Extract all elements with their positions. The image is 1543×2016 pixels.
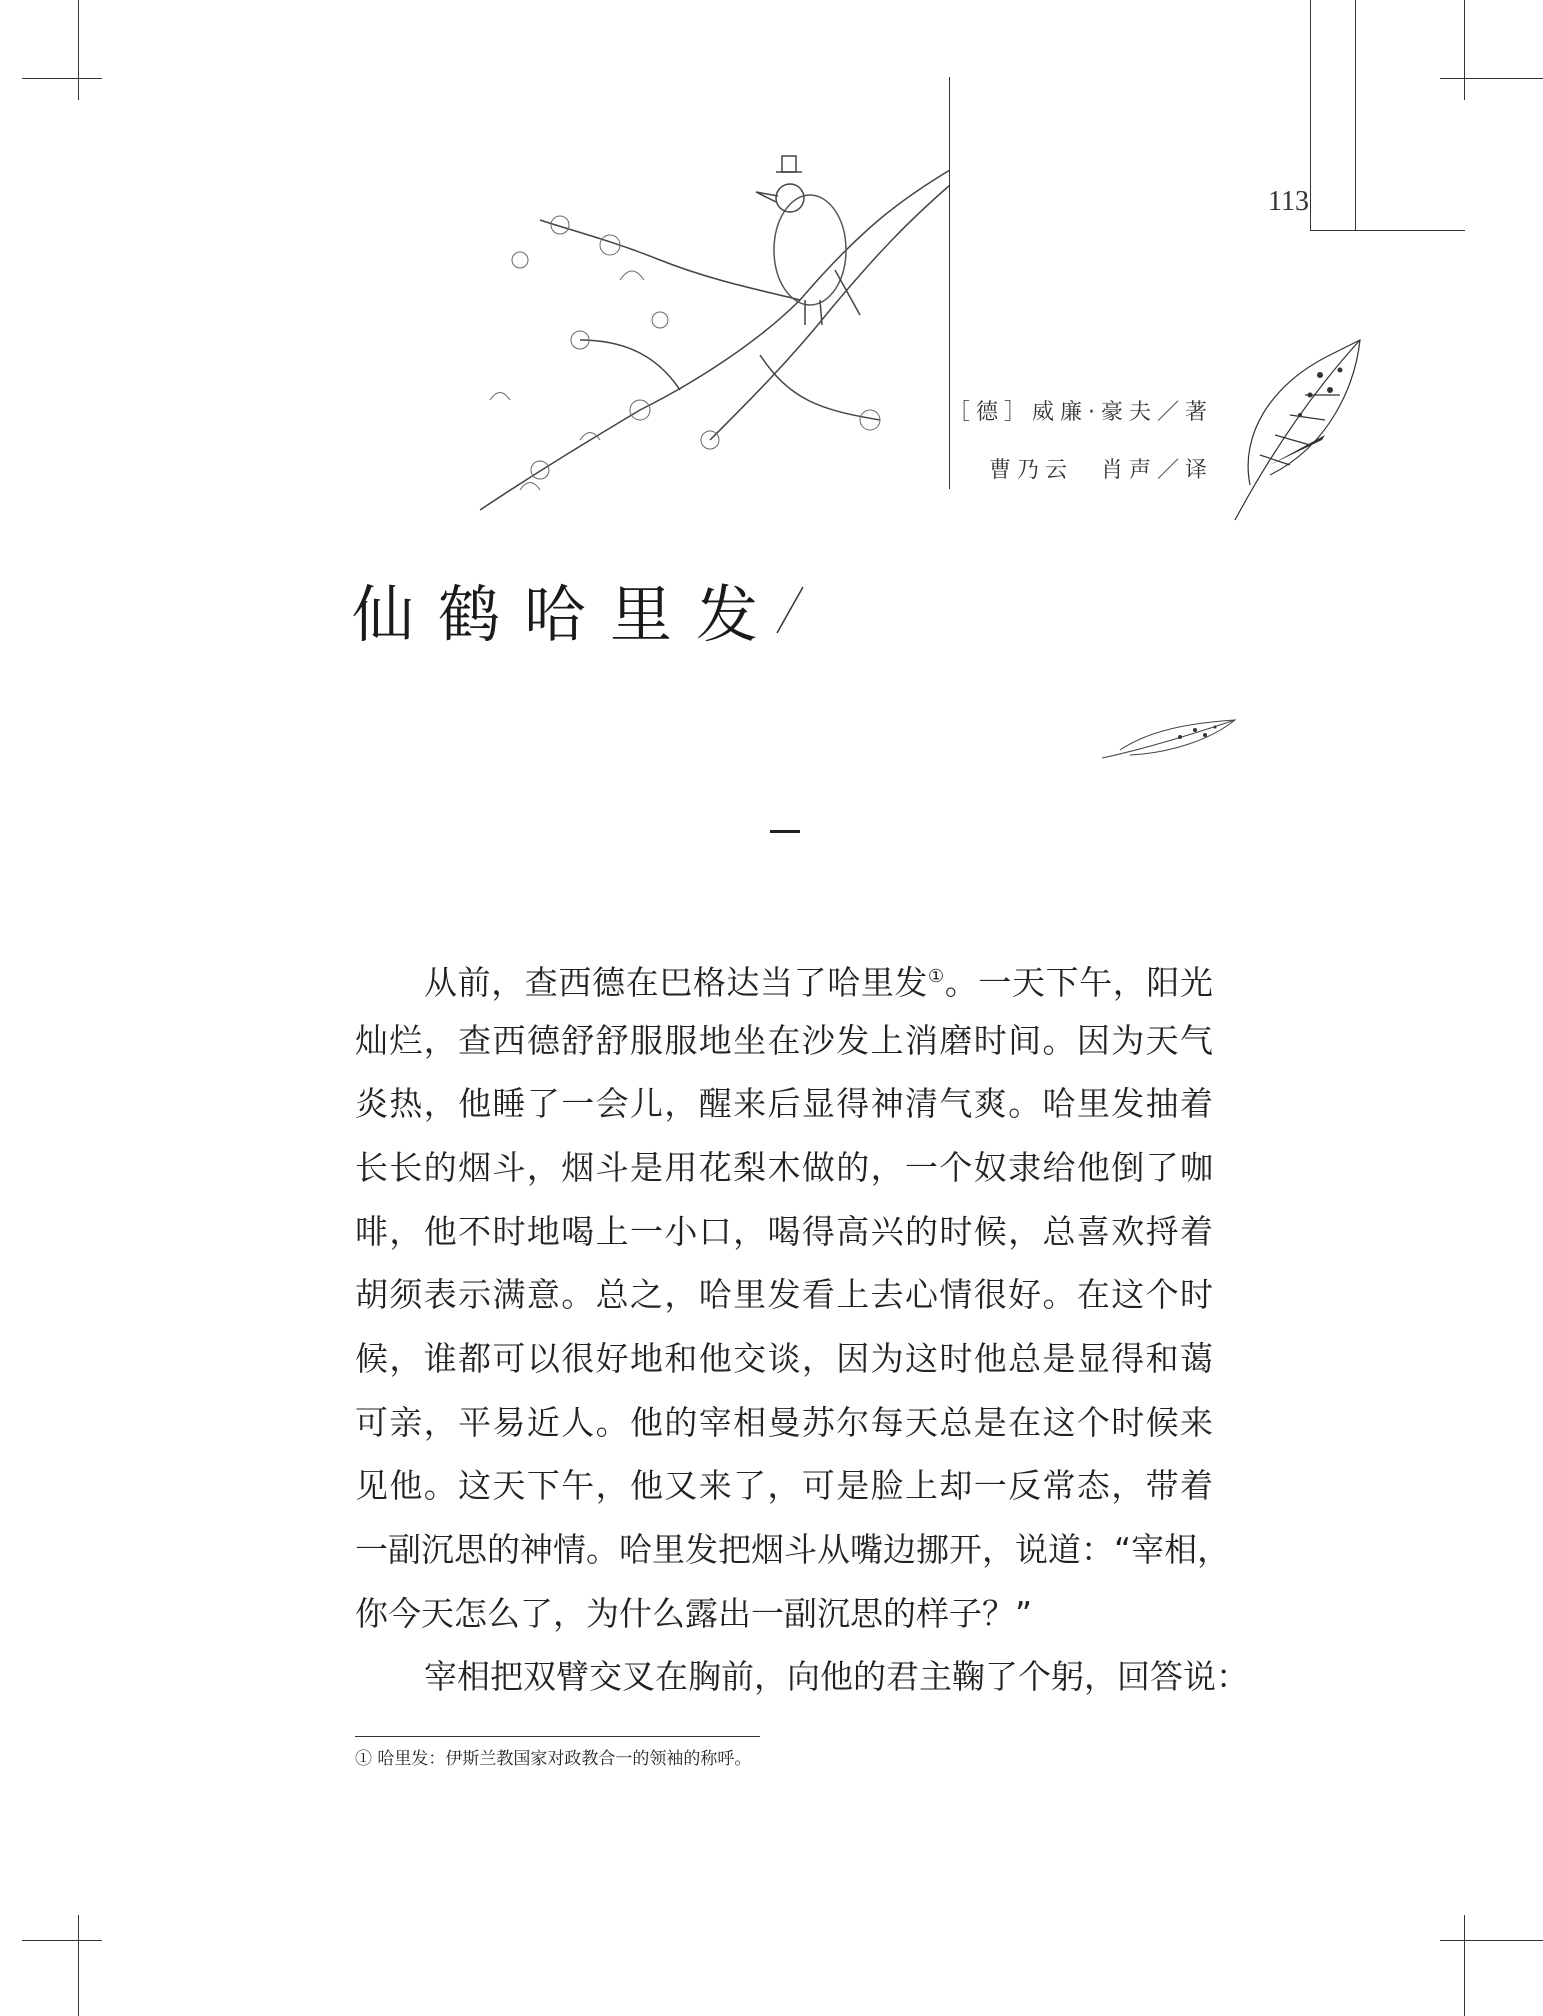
body-line: 长长的烟斗，烟斗是用花梨木做的，一个奴隶给他倒了咖 [355,1148,1213,1187]
crop-mark [1440,78,1543,79]
body-line: 啡，他不时地喝上一小口，喝得高兴的时候，总喜欢捋着 [355,1212,1213,1251]
crop-mark [78,1915,79,2016]
body-line: 一副沉思的神情。哈里发把烟斗从嘴边挪开，说道：“宰相， [355,1530,1231,1569]
body-line: 灿烂，查西德舒舒服服地坐在沙发上消磨时间。因为天气 [355,1021,1213,1060]
feather-icon [1230,335,1365,525]
crop-mark [1464,1915,1465,2016]
author-credit: ［德］威廉·豪夫／著 [948,400,1213,425]
divider-line [949,77,950,489]
small-feather-icon [1100,715,1240,760]
body-line: 候，谁都可以很好地和他交谈，因为这时他总是显得和蔼 [355,1339,1213,1378]
crop-mark [1440,1940,1543,1941]
crop-mark [22,1940,102,1941]
body-line: 宰相把双臂交叉在胸前，向他的君主鞠了个躬，回答说： [424,1657,1249,1696]
translator-credit: 曹乃云 肖声／译 [988,458,1213,483]
crop-mark [1464,0,1465,100]
crop-mark [1310,0,1311,230]
crop-mark [1310,230,1465,231]
footnote-rule [355,1736,760,1737]
section-heading [770,830,800,833]
body-line: 见他。这天下午，他又来了，可是脸上却一反常态，带着 [355,1466,1213,1505]
body-line: 从前，查西德在巴格达当了哈里发①。一天下午，阳光 [424,963,1214,1002]
footnote: ① 哈里发：伊斯兰教国家对政教合一的领袖的称呼。 [355,1749,752,1769]
body-line: 炎热，他睡了一会儿，醒来后显得神清气爽。哈里发抽着 [355,1084,1213,1123]
body-line: 胡须表示满意。总之，哈里发看上去心情很好。在这个时 [355,1275,1213,1314]
footnote-marker: ① [928,966,945,987]
story-title: 仙鹤哈里发 [352,578,783,651]
crop-mark [22,78,102,79]
bird-branch-illustration [460,140,950,520]
body-line: 可亲，平易近人。他的宰相曼苏尔每天总是在这个时候来 [355,1403,1213,1442]
title-slash-decoration [775,585,805,635]
body-line: 你今天怎么了，为什么露出一副沉思的样子？” [355,1594,1033,1633]
crop-mark [78,0,79,100]
page-number: 113 [1268,186,1309,217]
crop-mark [1355,0,1356,230]
